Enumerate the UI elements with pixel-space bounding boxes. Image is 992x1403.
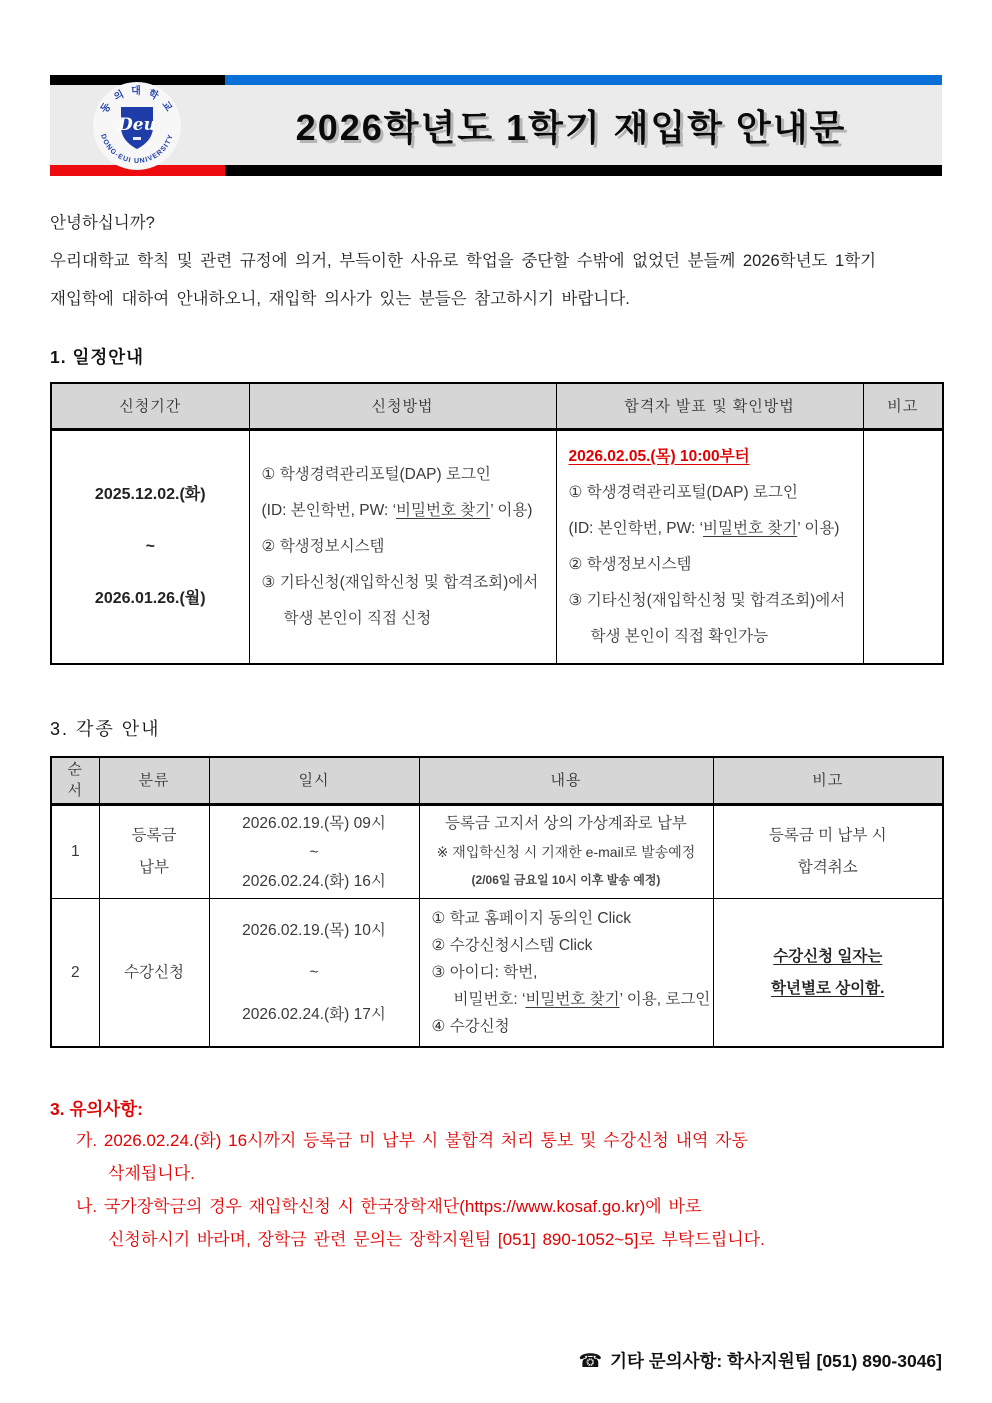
tuition-content-line-3: (2/06일 금요일 10시 이후 발송 예정): [471, 873, 661, 887]
row1-category-cell: 등록금 납부: [99, 805, 209, 899]
schedule-section-heading: 1. 일정안내: [50, 347, 145, 367]
row2-category-cell: 수강신청: [99, 899, 209, 1048]
notice-heading: 3. 유의사항:: [50, 1099, 143, 1119]
course-step-2: ② 수강신청시스템 Click: [431, 937, 593, 954]
application-period-cell: [51, 429, 249, 664]
footer-contact-text: 기타 문의사항: 학사지원팀 [051) 890-3046]: [610, 1351, 942, 1371]
row2-note-cell: 수강신청 일자는 학년별로 상이함.: [713, 899, 943, 1048]
schedule-table-row: [51, 429, 943, 664]
period-start: 2025.12.02.(화): [94, 485, 206, 503]
intro-paragraph: [50, 204, 942, 318]
university-logo: [92, 81, 182, 171]
misc-col-date: 일시: [209, 757, 419, 805]
misc-section-heading: 3. 각종 안내: [50, 718, 161, 739]
title-banner: [50, 85, 942, 165]
notice-item-ga: 가. 2026.02.24.(화) 16시까지 등록금 미 납부 시 불합격 처리 통보 및 수강신청 내역 자동: [76, 1131, 748, 1150]
tuition-content-line-1: 등록금 고지서 상의 가상계좌로 납부: [445, 815, 687, 832]
row1-note-cell: 등록금 미 납부 시 합격취소: [713, 805, 943, 899]
misc-col-category: 분류: [99, 757, 209, 805]
find-password-emphasis: 비밀번호 찾기: [703, 519, 798, 537]
university-emblem-icon: [92, 81, 182, 171]
page-title: 2026학년도 1학기 재입학 안내문: [295, 106, 847, 148]
row1-order-cell: 1: [51, 805, 99, 899]
result-announce-cell: [556, 429, 863, 664]
method-step-1: ① 학생경력관리포털(DAP) 로그인: [261, 465, 491, 483]
misc-col-content: 내용: [419, 757, 713, 805]
course-step-4: ④ 수강신청: [431, 1018, 510, 1035]
schedule-table: [50, 382, 944, 665]
row2-content-cell: [419, 899, 713, 1048]
course-step-1: ① 학교 홈페이지 동의인 Click: [431, 910, 631, 927]
result-step-1: ① 학생경력관리포털(DAP) 로그인: [568, 483, 798, 501]
schedule-col-note: 비고: [863, 383, 943, 429]
course-step-3: ③ 아이디: 학번,: [431, 964, 538, 981]
intro-line-1: 우리대학교 학칙 및 관련 규정에 의거, 부득이한 사유로 학업을 중단할 수밖에 없었던 분들께 2026학년도 1학기: [50, 252, 877, 270]
phone-icon: ☎: [578, 1351, 603, 1372]
schedule-note-cell: [863, 429, 943, 664]
notice-item-na-cont: 신청하시기 바라며, 장학금 관련 문의는 장학지원팀 [051] 890-1052~5]로 부탁드립니다.: [108, 1230, 765, 1249]
result-announce-date: 2026.02.05.(목) 10:00부터: [568, 447, 750, 465]
tuition-content-line-2: ※ 재입학신청 시 기재한 e-mail로 발송예정: [436, 844, 696, 860]
schedule-table-header-row: [51, 383, 943, 429]
course-registration-row: [51, 899, 943, 1048]
method-step-3b: 학생 본인이 직접 신청: [283, 609, 432, 627]
course-step-3b: 비밀번호: ‘비밀번호 찾기’ 이용, 로그인: [453, 991, 711, 1008]
intro-greeting: 안녕하십니까?: [50, 214, 155, 232]
bottom-stripe: [50, 165, 942, 176]
notice-item-ga-cont: 삭제됩니다.: [108, 1164, 195, 1183]
result-step-2: ② 학생정보시스템: [568, 555, 692, 573]
result-id-pw-line: (ID: 본인학번, PW: ‘비밀번호 찾기’ 이용): [568, 519, 840, 537]
schedule-col-period: 신청기간: [51, 383, 249, 429]
row1-date-cell: 2026.02.19.(목) 09시 ~ 2026.02.24.(화) 16시: [209, 805, 419, 899]
period-end: 2026.01.26.(월): [94, 589, 206, 607]
find-password-emphasis: 비밀번호 찾기: [396, 501, 491, 519]
header-banner: [50, 75, 942, 176]
intro-line-2: 재입학에 대하여 안내하오니, 재입학 의사가 있는 분들은 참고하시기 바랍니다.: [50, 290, 630, 308]
result-step-3: ③ 기타신청(재입학신청 및 합격조회)에서: [568, 591, 846, 609]
bottom-stripe-black-segment: [225, 165, 942, 176]
emblem-korean-text: 동 의 대 학 교: [99, 86, 175, 116]
schedule-col-result: 합격자 발표 및 확인방법: [556, 383, 863, 429]
misc-table: [50, 756, 944, 1049]
emblem-english-text: DONG-EUI UNIVERSITY: [99, 133, 175, 166]
misc-col-note: 비고: [713, 757, 943, 805]
notice-section: [50, 1094, 942, 1256]
method-step-2: ② 학생정보시스템: [261, 537, 385, 555]
footer-contact: [50, 1348, 942, 1373]
row2-order-cell: 2: [51, 899, 99, 1048]
top-stripe-blue-segment: [225, 75, 942, 85]
row1-content-cell: [419, 805, 713, 899]
top-stripe: [50, 75, 942, 85]
result-step-3b: 학생 본인이 직접 확인가능: [590, 627, 769, 645]
method-id-pw-line: (ID: 본인학번, PW: ‘비밀번호 찾기’ 이용): [261, 501, 533, 519]
misc-table-header-row: [51, 757, 943, 805]
application-method-cell: [249, 429, 556, 664]
method-step-3: ③ 기타신청(재입학신청 및 합격조회)에서: [261, 573, 539, 591]
row2-date-cell: 2026.02.19.(목) 10시 ~ 2026.02.24.(화) 17시: [209, 899, 419, 1048]
period-tilde: ~: [145, 537, 155, 555]
misc-col-order: 순 서: [51, 757, 99, 805]
emblem-shield-text: Deu: [118, 115, 156, 135]
notice-item-na: 나. 국가장학금의 경우 재입학신청 시 한국장학재단(https://www.kosaf.go.kr)에 바로: [76, 1197, 702, 1216]
find-password-emphasis: 비밀번호 찾기: [525, 991, 620, 1008]
tuition-payment-row: [51, 805, 943, 899]
schedule-col-method: 신청방법: [249, 383, 556, 429]
